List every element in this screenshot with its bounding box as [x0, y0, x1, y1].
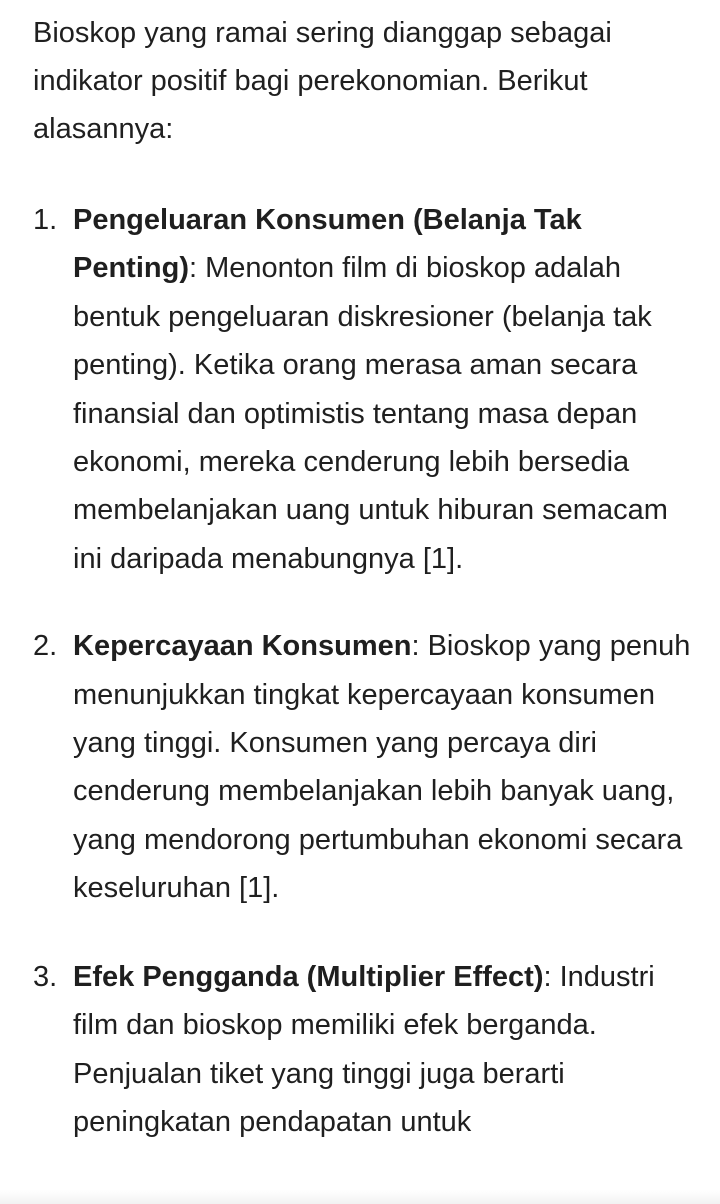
list-item-text: Industri film dan bioskop memiliki efek berganda. Penjualan tiket yang tinggi juga berarti peningkatan pendapatan untuk — [73, 960, 655, 1138]
response-content — [33, 9, 693, 1146]
intro-paragraph: Bioskop yang ramai sering dianggap sebagai indikator positif bagi perekonomian. Berikut alasannya: — [33, 17, 612, 145]
list-item — [33, 196, 693, 583]
list-item-body — [73, 630, 690, 904]
list-item-title: Efek Pengganda (Multiplier Effect) — [73, 960, 544, 993]
list-item-colon: : — [411, 630, 420, 663]
list-item — [33, 953, 693, 1147]
list-item-number: 2. — [33, 630, 58, 663]
list-item-body — [73, 961, 655, 1138]
list-item — [33, 622, 693, 912]
list-item-text: Menonton film di bioskop adalah bentuk pengeluaran diskresioner (belanja tak penting). Ketika orang merasa aman secara finansial dan optimistis tentang masa depan ekonomi, mereka cenderung lebih bersedia membelanjakan uang untuk hiburan semacam ini daripada menabungnya [1]. — [73, 252, 668, 575]
list-item-number: 3. — [33, 960, 58, 993]
list-item-title: Kepercayaan Konsumen — [73, 630, 412, 663]
list-item-text: Bioskop yang penuh menunjukkan tingkat kepercayaan konsumen yang tinggi. Konsumen yang percaya diri cenderung membelanjakan lebih banyak uang, yang mendorong pertumbuhan ekonomi secara keseluruhan [1]. — [73, 630, 691, 905]
bottom-scroll-fade — [0, 1190, 720, 1204]
list-item-title: Pengeluaran Konsumen (Belanja Tak Penting) — [73, 204, 582, 285]
list-item-colon: : — [543, 960, 552, 993]
list-item-number: 1. — [33, 204, 58, 236]
list-item-colon: : — [189, 252, 198, 285]
reasons-list — [33, 196, 693, 1146]
list-item-body — [73, 204, 668, 575]
